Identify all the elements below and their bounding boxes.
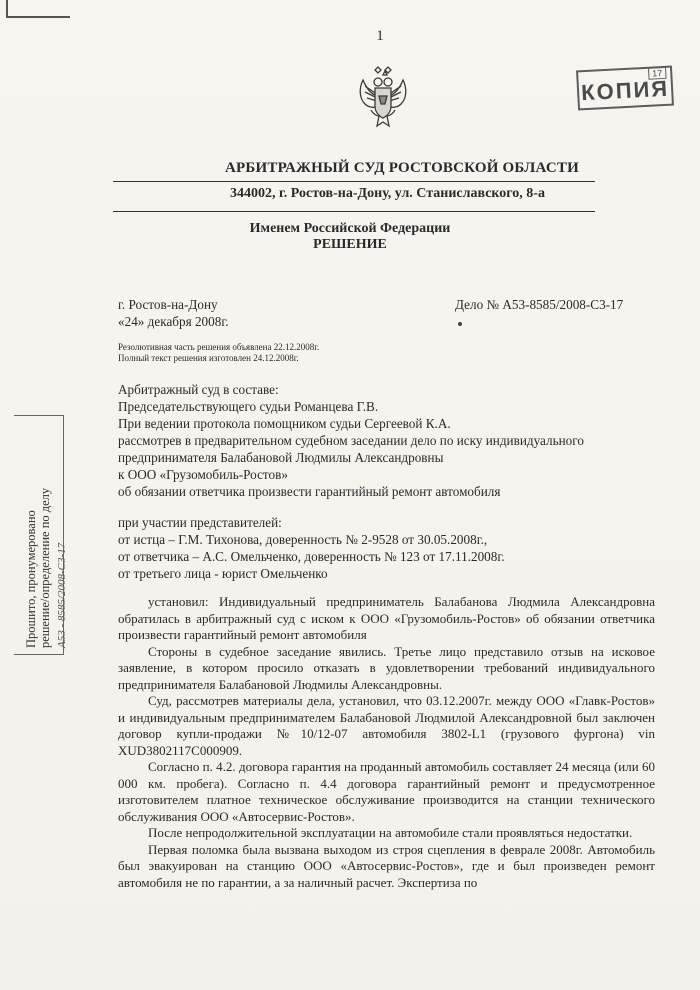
binding-stamp [14, 415, 68, 655]
court-name: АРБИТРАЖНЫЙ СУД РОСТОВСКОЙ ОБЛАСТИ [225, 160, 579, 176]
note-full-text: Полный текст решения изготовлен 24.12.2008г. [118, 353, 299, 363]
copy-stamp-number: 17 [648, 67, 667, 80]
participants-line: при участии представителей: [118, 515, 282, 530]
binding-stamp-line: Прошито, пронумеровано [24, 510, 38, 648]
binding-stamp-handwriting: А53 - 8585/2008-С3-17 [56, 542, 68, 648]
court-address: 344002, г. Ростов-на-Дону, ул. Станиславского, 8-а [230, 186, 545, 201]
participants-line: от истца – Г.М. Тихонова, доверенность № 2-9528 от 30.05.2008г., [118, 532, 488, 547]
paragraph: Согласно п. 4.2. договора гарантия на проданный автомобиль составляет 24 месяца (или 60 000 км. пробега). Согласно п. 4.4 договора гарантийный ремонт и предусмотренное изготовителем платное техническое обслуживание производится на станции технического обслуживания ООО «Автосервис-Ростов». [118, 759, 655, 824]
body-paragraphs [118, 594, 655, 891]
copy-stamp [576, 66, 674, 111]
composition-line: об обязании ответчика произвести гарантийный ремонт автомобиля [118, 484, 501, 499]
corner-mark [6, 0, 70, 18]
paragraph: Стороны в судебное заседание явились. Третье лицо представило отзыв на исковое заявление, в котором просило отказать в удовлетворении требований индивидуального предпринимателя Балабановой Людмилы Александровны. [118, 643, 655, 692]
binding-stamp-line: решение/определение по делу [38, 487, 52, 648]
coat-of-arms-icon [357, 66, 409, 130]
mark-dot [458, 322, 462, 326]
note-resolution: Резолютивная часть решения объявлена 22.12.2008г. [118, 342, 320, 352]
paragraph: Первая поломка была вызвана выходом из строя сцепления в феврале 2008г. Автомобиль был эвакуирован на станцию ООО «Автосервис-Ростов», где и был произведен ремонт автомобиля не по гарантии, а за наличный расчет. Экспертиза по [118, 841, 655, 890]
paragraph: Суд, рассмотрев материалы дела, установил, что 03.12.2007г. между ООО «Главк-Ростов» и индивидуальным предпринимателем Балабановой Людмилой Александровной был заключен договор купли-продажи №10/12-07 автомобиля 3802-L1 (грузового фургона) vin XUD3802117C000909. [118, 693, 655, 758]
composition-line: При ведении протокола помощником судьи Сергеевой К.А. [118, 416, 451, 431]
copy-stamp-label: КОПИЯ [580, 75, 670, 106]
case-number: Дело № А53-8585/2008-С3-17 [455, 297, 624, 312]
page-number: 1 [376, 28, 384, 44]
composition-line: к ООО «Грузомобиль-Ростов» [118, 467, 288, 482]
paragraph: установил: Индивидуальный предприниматель Балабанова Людмила Александровна обратилась в арбитражный суд с иском к ООО «Грузомобиль-Ростов» об обязании ответчика произвести гарантийный ремонт автомобиля [118, 594, 655, 642]
in-name-of-federation: Именем Российской Федерации [249, 221, 451, 236]
composition-line: рассмотрев в предварительном судебном заседании дело по иску индивидуального [118, 433, 584, 448]
composition-line: Арбитражный суд в составе: [118, 382, 279, 397]
paragraph: После непродолжительной эксплуатации на автомобиле стали проявляться недостатки. [148, 825, 633, 840]
city: г. Ростов-на-Дону [118, 297, 218, 312]
binding-stamp-text [24, 408, 52, 648]
decision-title: РЕШЕНИЕ [313, 237, 387, 252]
header-divider [113, 181, 595, 182]
composition-line: Председательствующего судьи Романцева Г.В. [118, 399, 379, 414]
participants-line: от третьего лица - юрист Омельченко [118, 566, 328, 581]
composition-line: предпринимателя Балабановой Людмилы Александровны [118, 450, 444, 465]
header-divider [113, 211, 595, 212]
decision-date: «24» декабря 2008г. [118, 314, 229, 329]
participants-line: от ответчика – А.С. Омельченко, доверенность № 123 от 17.11.2008г. [118, 549, 505, 564]
